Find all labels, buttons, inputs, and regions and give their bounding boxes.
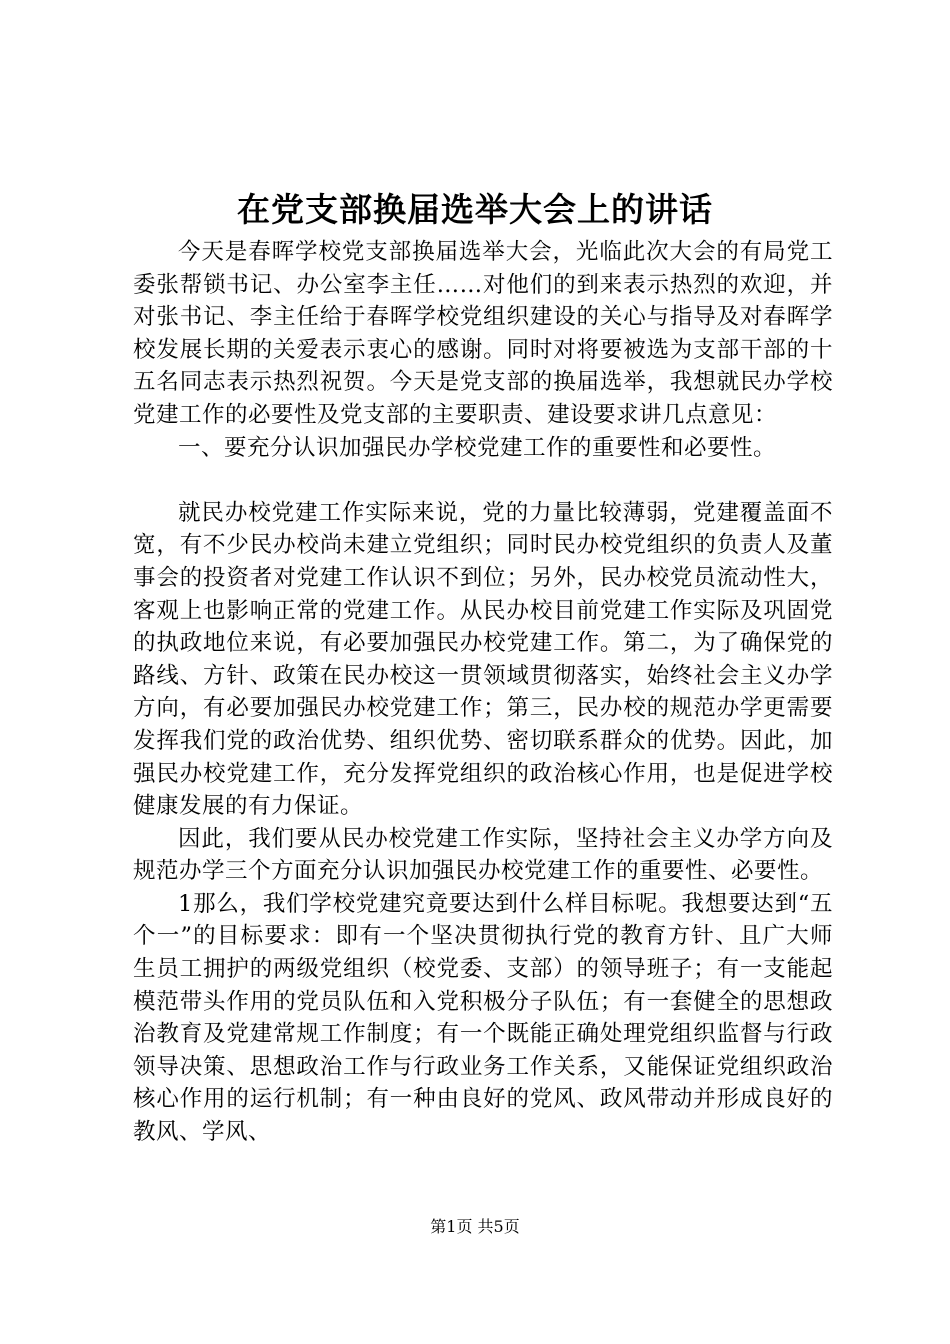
page-number-footer: 第1页 共5页 [430, 1217, 520, 1236]
section-heading-1: 一、要充分认识加强民办学校党建工作的重要性和必要性。 [178, 434, 777, 461]
paragraph-conclusion: 因此，我们要从民办校党建工作实际，坚持社会主义办学方向及规范办学三个方面充分认识加强民办校党建工作的重要性、必要性。 [133, 825, 833, 885]
paragraph-opening: 今天是春晖学校党支部换届选举大会，光临此次大会的有局党工委张帮锁书记、办公室李主任……对他们的到来表示热烈的欢迎，并对张书记、李主任给于春晖学校党组织建设的关心与指导及对春晖学校发展长期的关爱表示衷心的感谢。同时对将要被选为支部干部的十五名同志表示热烈祝贺。今天是党支部的换届选举，我想就民办学校党建工作的必要性及党支部的主要职责、建设要求讲几点意见： [133, 239, 833, 428]
document-title: 在党支部换届选举大会上的讲话 [237, 190, 713, 229]
paragraph-party-building: 就民办校党建工作实际来说，党的力量比较薄弱，党建覆盖面不宽，有不少民办校尚未建立党组织；同时民办校党组织的负责人及董事会的投资者对党建工作认识不到位；另外，民办校党员流动性大，客观上也影响正常的党建工作。从民办校目前党建工作实际及巩固党的执政地位来说，有必要加强民办校党建工作。第二，为了确保党的路线、方针、政策在民办校这一贯领域贯彻落实，始终社会主义办学方向，有必要加强民办校党建工作；第三，民办校的规范办学更需要发挥我们党的政治优势、组织优势、密切联系群众的优势。因此，加强民办校党建工作，充分发挥党组织的政治核心作用，也是促进学校健康发展的有力保证。 [133, 499, 833, 820]
paragraph-goals: 1那么，我们学校党建究竟要达到什么样目标呢。我想要达到“五个一”的目标要求：即有一个坚决贯彻执行党的教育方针、且广大师生员工拥护的两级党组织（校党委、支部）的领导班子；有一支能起模范带头作用的党员队伍和入党积极分子队伍；有一套健全的思想政治教育及党建常规工作制度；有一个既能正确处理党组织监督与行政领导决策、思想政治工作与行政业务工作关系，又能保证党组织政治核心作用的运行机制；有一种由良好的党风、政风带动并形成良好的教风、学风、 [133, 890, 833, 1146]
document-body [133, 236, 833, 1149]
